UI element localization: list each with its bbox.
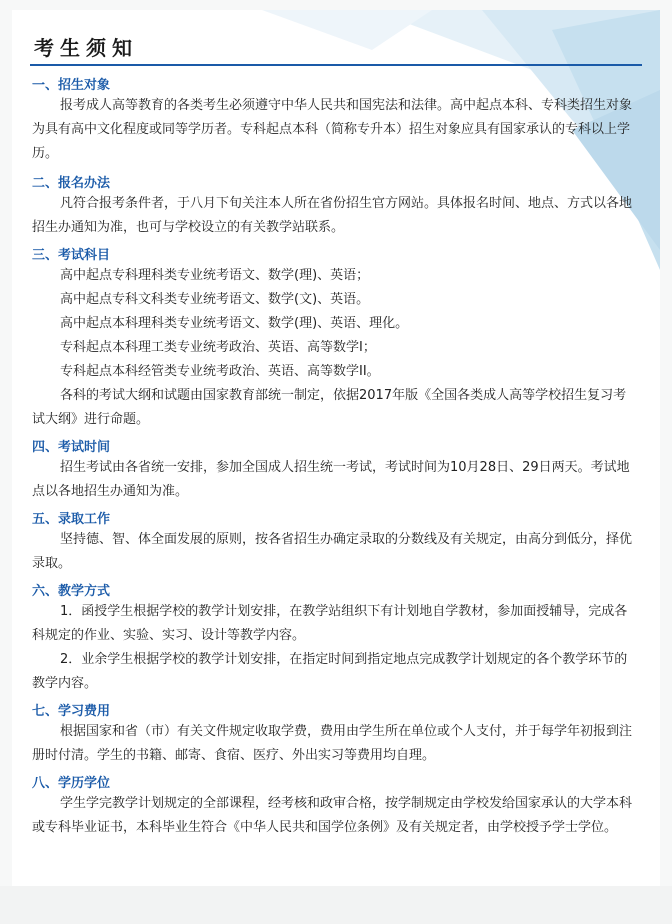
section-paragraph: 坚持德、智、体全面发展的原则，按各省招生办确定录取的分数线及有关规定，由高分到低分，择优录取。 [32,532,633,571]
section-heading: 五、录取工作 [32,512,111,527]
section-paragraph: 2．业余学生根据学校的教学计划安排，在指定时间到指定地点完成教学计划规定的各个教学环节的教学内容。 [32,652,628,691]
exam-subject-line: 高中起点专科文科类专业统考语文、数学(文)、英语。 [60,292,370,307]
section-heading: 四、考试时间 [32,440,111,455]
exam-subject-line: 专科起点本科经管类专业统考政治、英语、高等数学II。 [60,364,380,379]
page-title: 考生须知 [34,36,138,60]
section-paragraph: 根据国家和省（市）有关文件规定收取学费，费用由学生所在单位或个人支付，并于每学年初报到注册时付清。学生的书籍、邮寄、食宿、医疗、外出实习等费用均自理。 [32,724,633,763]
section-heading: 七、学习费用 [32,704,111,719]
section-heading: 三、考试科目 [32,248,111,263]
document-page [12,10,660,886]
section-heading: 八、学历学位 [32,776,111,791]
exam-subject-line: 高中起点本科理科类专业统考语文、数学(理)、英语、理化。 [60,316,409,331]
title-divider [30,64,642,66]
section-paragraph: 报考成人高等教育的各类考生必须遵守中华人民共和国宪法和法律。高中起点本科、专科类招生对象为具有高中文化程度或同等学历者。专科起点本科（简称专升本）招生对象应具有国家承认的专科以上学历。 [32,98,633,161]
section-paragraph: 各科的考试大纲和试题由国家教育部统一制定，依据2017年版《全国各类成人高等学校招生复习考试大纲》进行命题。 [32,388,627,427]
section-paragraph: 招生考试由各省统一安排，参加全国成人招生统一考试，考试时间为10月28日、29日两天。考试地点以各地招生办通知为准。 [32,460,630,499]
section-heading: 一、招生对象 [32,78,111,93]
section-paragraph: 学生学完教学计划规定的全部课程，经考核和政审合格，按学制规定由学校发给国家承认的大学本科或专科毕业证书，本科毕业生符合《中华人民共和国学位条例》及有关规定者，由学校授予学士学位。 [32,796,633,835]
section-heading: 二、报名办法 [32,176,111,191]
section-paragraph: 凡符合报考条件者，于八月下旬关注本人所在省份招生官方网站。具体报名时间、地点、方式以各地招生办通知为准，也可与学校设立的有关教学站联系。 [32,196,633,235]
exam-subject-line: 专科起点本科理工类专业统考政治、英语、高等数学I； [60,340,376,355]
exam-subject-line: 高中起点专科理科类专业统考语文、数学(理)、英语； [60,268,370,283]
section-paragraph: 1．函授学生根据学校的教学计划安排，在教学站组织下有计划地自学教材，参加面授辅导，完成各科规定的作业、实验、实习、设计等教学内容。 [32,604,628,643]
page-bottom-margin [0,886,672,924]
section-heading: 六、教学方式 [32,584,111,599]
